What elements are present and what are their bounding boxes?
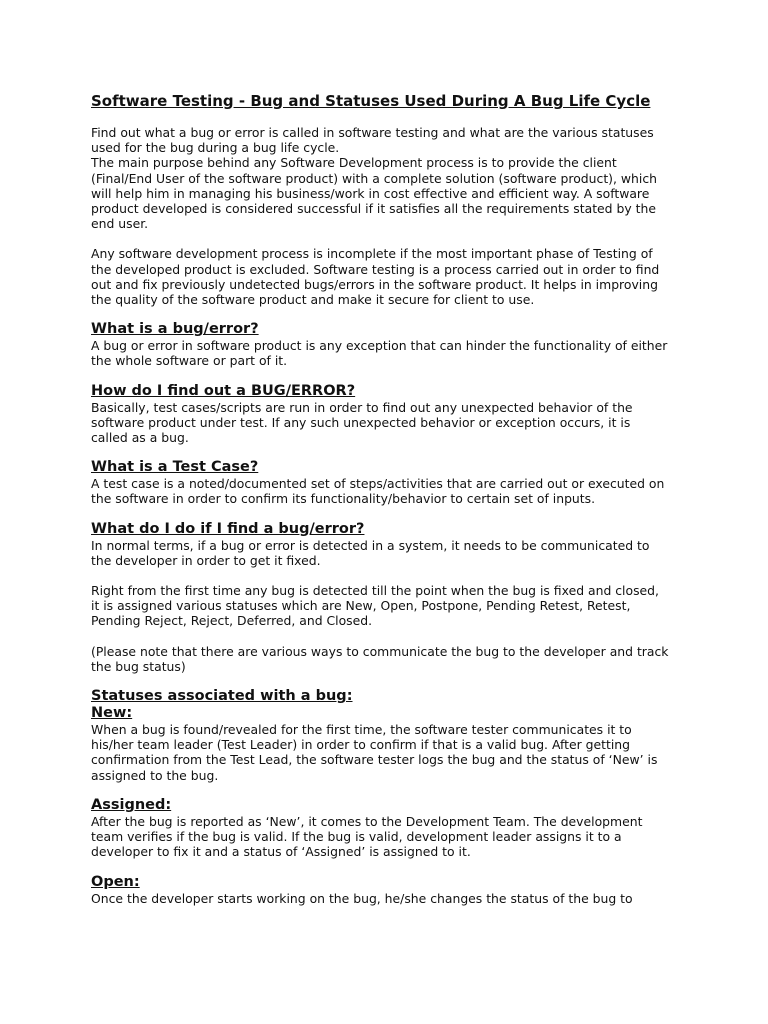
section-body-what-to-do-1: In normal terms, if a bug or error is detected in a system, it needs to be communicated to the developer in order to get it fixed. [91, 537, 650, 568]
status-heading-assigned: Assigned: [91, 796, 172, 813]
document-title: Software Testing - Bug and Statuses Used During A Bug Life Cycle [91, 92, 651, 110]
status-body-assigned: After the bug is reported as ‘New’, it comes to the Development Team. The development team verifies if the bug is valid. If the bug is valid, development leader assigns it to a developer to fix it and a status of ‘Assigned’ is assigned to it. [91, 813, 643, 860]
status-body-new: When a bug is found/revealed for the first time, the software tester communicates it to his/her team leader (Test Leader) in order to confirm if that is a valid bug. After getting confirmation from the Test Lead, the software tester logs the bug and the status of ‘New’ is assigned to the bug. [91, 722, 658, 783]
status-body-open: Once the developer starts working on the bug, he/she changes the status of the bug to [91, 890, 633, 906]
document-content [91, 92, 691, 906]
section-body-what-to-do-2: Right from the first time any bug is detected till the point when the bug is fixed and closed, it is assigned various statuses which are New, Open, Postpone, Pending Retest, Retest, Pending Reject, Reject, Deferred, and Closed. [91, 583, 659, 629]
section-heading-bug-error: What is a bug/error? [91, 321, 259, 338]
section-heading-what-to-do: What do I do if I find a bug/error? [91, 520, 365, 537]
status-heading-new: New: [91, 705, 133, 722]
section-body-find-bug: Basically, test cases/scripts are run in order to find out any unexpected behavior of the software product under test. If any such unexpected behavior or exception occurs, it is called as a bug. [91, 399, 633, 446]
intro-paragraph-2: Any software development process is incomplete if the most important phase of Testing of the developed product is excluded. Software testing is a process carried out in order to find out and fix previously undetected bugs/errors in the software product. It helps in improving the quality of the software product and make it secure for client to use. [91, 246, 660, 308]
statuses-heading: Statuses associated with a bug: [91, 688, 353, 705]
section-body-bug-error: A bug or error in software product is any exception that can hinder the functionality of either the whole software or part of it. [91, 338, 668, 369]
section-heading-test-case: What is a Test Case? [91, 459, 259, 476]
section-heading-find-bug: How do I find out a BUG/ERROR? [91, 382, 356, 399]
section-body-test-case: A test case is a noted/documented set of steps/activities that are carried out or executed on the software in order to confirm its functionality/behavior to certain set of inputs. [91, 476, 665, 507]
intro-paragraph-1: Find out what a bug or error is called in software testing and what are the various statuses used for the bug during a bug life cycle. The main purpose behind any Software Development process is to provide the client (Final/End User of the software product) with a complete solution (software product), which will help him in managing his business/work in cost effective and efficient way. A software product developed is considered successful if it satisfies all the requirements stated by the end user. [91, 125, 657, 232]
status-heading-open: Open: [91, 873, 140, 890]
section-body-what-to-do-3: (Please note that there are various ways to communicate the bug to the developer and track the bug status) [91, 643, 669, 674]
